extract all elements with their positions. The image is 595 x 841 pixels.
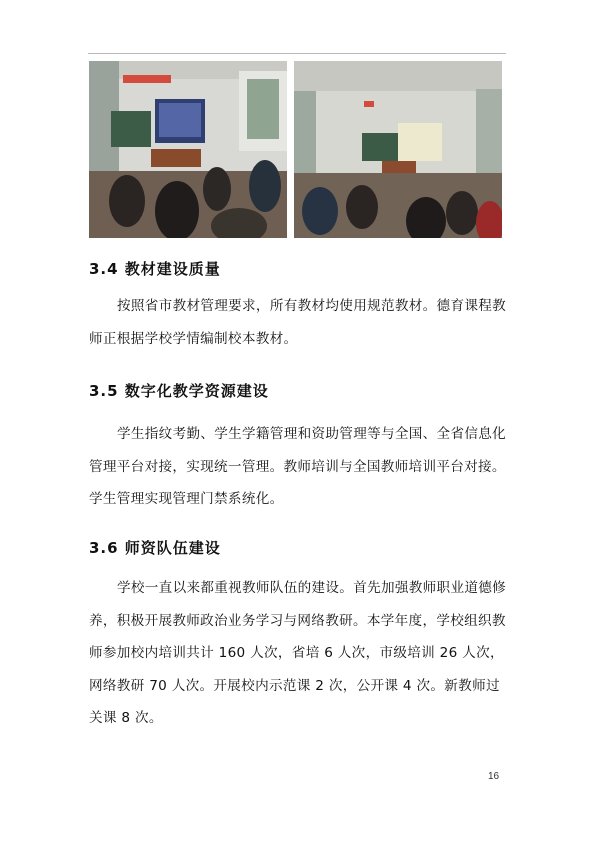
training-photo-right xyxy=(294,61,502,238)
section-heading: 3.5 数字化教学资源建设 xyxy=(89,382,269,400)
section-paragraph xyxy=(89,418,509,516)
section-paragraph xyxy=(89,572,509,735)
header-rule xyxy=(88,53,506,54)
section-heading: 3.6 师资队伍建设 xyxy=(89,539,221,557)
training-photo-left xyxy=(89,61,287,238)
section-paragraph xyxy=(89,290,509,355)
page-number: 16 xyxy=(488,771,500,782)
section-body: 学生指纹考勤、学生学籍管理和资助管理等与全国、全省信息化管理平台对接，实现统一管理。教师培训与全国教师培训平台对接。学生管理实现管理门禁系统化。 xyxy=(89,426,507,507)
section-body: 学校一直以来都重视教师队伍的建设。首先加强教师职业道德修养，积极开展教师政治业务学习与网络教研。本学年度，学校组织教师参加校内培训共计 160 人次，省培 6 人次，市级培训 26 人次，网络教研 70 人次。开展校内示范课 2 次，公开课 4 次。新教师过关课 8 次。 xyxy=(89,580,507,726)
section-heading: 3.4 教材建设质量 xyxy=(89,260,221,278)
section-body: 按照省市教材管理要求，所有教材均使用规范教材。德育课程教师正根据学校学情编制校本教材。 xyxy=(89,298,507,347)
